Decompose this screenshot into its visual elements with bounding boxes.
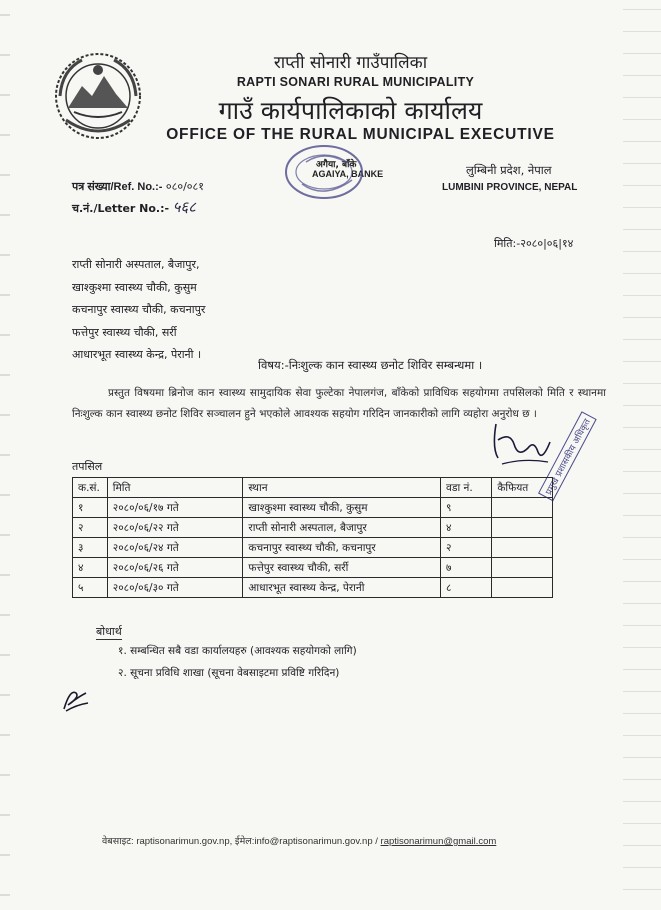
cell-sn: ५ [73,578,108,598]
cell-remarks [492,578,553,598]
cell-remarks [492,558,553,578]
addressee-list [72,254,205,367]
cell-ward: ४ [441,518,492,538]
website-link[interactable]: raptisonarimun.gov.np, [136,836,233,847]
table-row [73,518,553,538]
cell-ward: २ [441,538,492,558]
addressee-line: राप्ती सोनारी अस्पताल, बैजापुर, [72,258,200,271]
letter-number [72,197,196,217]
letter-subject: विषय:-निःशुल्क कान स्वास्थ्य छनोट शिविर सम्बन्धमा । [258,358,483,372]
cc-item: १. सम्बन्धित सबै वडा कार्यालयहरु (आवश्यक सहयोगको लागि) [118,645,357,657]
cell-place: फत्तेपुर स्वास्थ्य चौकी, सर्री [243,558,441,578]
cell-date: २०८०/०६/१७ गते [107,498,243,518]
cell-ward: ९ [441,498,492,518]
ref-label: पत्र संख्या/Ref. No.:- [72,181,163,193]
handwritten-initial [60,683,90,713]
municipality-name-english: RAPTI SONARI RURAL MUNICIPALITY [236,75,475,89]
table-header-row [73,478,553,498]
email-separator: / [375,836,378,847]
camp-schedule-table [72,477,553,598]
cc-item: २. सूचना प्रविधि शाखा (सूचना वेबसाइटमा प्रविष्टि गरिदिन) [118,667,340,679]
addressee-line: खाश्कुश्मा स्वास्थ्य चौकी, कुसुम [72,280,197,294]
cell-place: राप्ती सोनारी अस्पताल, बैजापुर [243,518,441,538]
letter-value: ५६८ [172,198,196,216]
municipality-name-nepali: राप्ती सोनारी गाउँपालिका [273,53,428,73]
email-link-gmail[interactable]: raptisonarimun@gmail.com [380,836,497,847]
cell-ward: ७ [441,558,492,578]
table-row [73,578,553,598]
province-nepali: लुम्बिनी प्रदेश, नेपाल [466,163,552,177]
cell-ward: ८ [441,578,492,598]
ref-value: ०८०/०८१ [165,180,204,193]
cc-title: बोधार्थ [96,625,122,638]
table-row [73,558,553,578]
website-label: वेबसाइट: [102,836,134,847]
cell-remarks [492,498,553,518]
cell-sn: १ [73,498,108,518]
reference-number [72,179,204,194]
letter-date: मिति:-२०८०|०६|१४ [494,237,574,250]
cell-date: २०८०/०६/२६ गते [107,558,243,578]
cell-date: २०८०/०६/२२ गते [107,518,243,538]
cell-sn: ३ [73,538,108,558]
cell-sn: ४ [73,558,108,578]
addressee-line: कचनापुर स्वास्थ्य चौकी, कचनापुर [72,303,206,316]
cell-place: खाश्कुश्मा स्वास्थ्य चौकी, कुसुम [243,498,441,518]
cell-date: २०८०/०६/३० गते [107,578,243,598]
cell-place: आधारभूत स्वास्थ्य केन्द्र, पेरानी [243,578,441,598]
col-header-remarks: कैफियत [492,478,553,498]
addressee-line: आधारभूत स्वास्थ्य केन्द्र, पेरानी । [72,348,202,361]
col-header-place: स्थान [243,478,441,498]
table-row [73,498,553,518]
cell-date: २०८०/०६/२४ गते [107,538,243,558]
letter-footer [102,834,496,847]
table-row [73,538,553,558]
cell-place: कचनापुर स्वास्थ्य चौकी, कचनापुर [243,538,441,558]
province-english: LUMBINI PROVINCE, NEPAL [442,182,578,193]
office-seal-stamp [272,140,392,210]
cell-remarks [492,518,553,538]
letter-body: प्रस्तुत विषयमा ब्रिनोज कान स्वास्थ्य सामुदायिक सेवा फुल्टेका नेपालगंज, बाँकेको प्राविधिक सहयोगमा तपसिलको मिति र स्थानमा निःशुल्क कान स्वास्थ्य छनोट शिविर सञ्चालन हुने भएकोले आवश्यक सहयोग गरिदिन जानकारीको लागि व्यहोरा अनुरोध छ । [72,387,606,420]
office-name-nepali: गाउँ कार्यपालिकाको कार्यालय [218,96,483,125]
location-nepali: अगैया, बाँके [316,160,357,170]
location-english: AGAIYA, BANKE [312,169,384,179]
col-header-date: मिति [107,478,243,498]
email-label: ईमेल: [234,836,255,847]
email-link-info[interactable]: info@raptisonarimun.gov.np [254,836,373,847]
cell-sn: २ [73,518,108,538]
letter-label: च.नं./Letter No.:- [72,202,170,215]
officer-title-stamp-text: प्रमुख प्रशासकीय अधिकृत [538,412,596,502]
office-name-english: OFFICE OF THE RURAL MUNICIPAL EXECUTIVE [166,126,555,143]
table-title: तपसिल [72,460,103,473]
cell-remarks [492,538,553,558]
col-header-sn: क.सं. [73,478,108,498]
addressee-line: फत्तेपुर स्वास्थ्य चौकी, सर्री [72,325,177,339]
col-header-ward: वडा नं. [441,478,492,498]
